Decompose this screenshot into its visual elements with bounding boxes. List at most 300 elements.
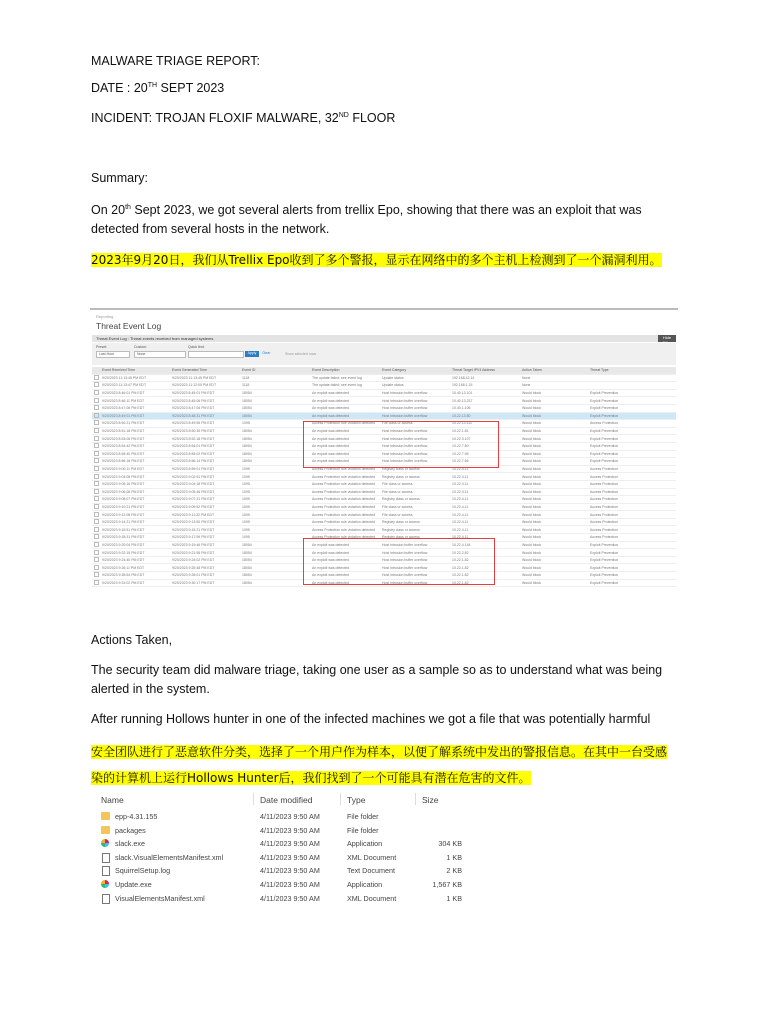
column-header[interactable]: Event Generated Time xyxy=(170,367,240,374)
table-cell: Exploit Prevention xyxy=(588,564,676,572)
table-cell: 18054 xyxy=(240,442,310,450)
table-cell: 10.22.1.82 xyxy=(450,564,520,572)
file-type: Application xyxy=(347,880,383,889)
quick-find-input[interactable] xyxy=(188,351,244,358)
report-title: MALWARE TRIAGE REPORT: xyxy=(91,54,261,68)
table-cell: 9/20/2023 8:52:18 PM EDT xyxy=(170,435,240,443)
table-cell: 10.40.13.101 xyxy=(450,389,520,397)
file-row[interactable] xyxy=(97,864,477,877)
row-checkbox[interactable] xyxy=(94,550,99,555)
apply-button[interactable]: Apply xyxy=(245,351,259,357)
row-checkbox[interactable] xyxy=(94,542,99,547)
table-cell: Access Protection rule violation detected xyxy=(310,534,380,542)
table-row[interactable] xyxy=(92,397,676,405)
column-header[interactable]: Event ID xyxy=(240,367,310,374)
table-cell: Would block xyxy=(520,579,588,587)
table-cell: 9/20/2023 8:53:06 PM EDT xyxy=(100,435,170,443)
table-cell: 1118 xyxy=(240,382,310,390)
table-cell: 9/20/2023 8:49:01 PM EDT xyxy=(100,412,170,420)
table-cell: Would block xyxy=(520,518,588,526)
row-checkbox[interactable] xyxy=(94,504,99,509)
table-cell: Host intrusion buffer overflow xyxy=(380,458,450,466)
table-cell: Would block xyxy=(520,572,588,580)
table-cell: 18054 xyxy=(240,427,310,435)
table-cell: 10.22.4.11 xyxy=(450,511,520,519)
table-cell: 18054 xyxy=(240,397,310,405)
table-cell: File class or access xyxy=(380,480,450,488)
table-row[interactable] xyxy=(92,511,676,519)
table-cell: 9/20/2023 8:50:30 PM EDT xyxy=(170,427,240,435)
table-cell: Access Protection xyxy=(588,511,676,519)
table-cell: 9/20/2023 9:05:46 PM EDT xyxy=(170,488,240,496)
table-cell: Exploit Prevention xyxy=(588,435,676,443)
table-cell: 9/20/2023 9:09:52 PM EDT xyxy=(170,503,240,511)
table-row[interactable] xyxy=(92,526,676,534)
table-cell: 1095 xyxy=(240,465,310,473)
table-cell: The update failed; see event log xyxy=(310,382,380,390)
row-checkbox[interactable] xyxy=(94,534,99,539)
row-checkbox[interactable] xyxy=(94,436,99,441)
column-name[interactable]: Name xyxy=(101,795,124,805)
table-cell: Access Protection xyxy=(588,526,676,534)
row-checkbox[interactable] xyxy=(94,405,99,410)
file-type: Text Document xyxy=(347,866,395,876)
report-date: DATE : 20TH SEPT 2023 xyxy=(91,81,225,95)
row-checkbox[interactable] xyxy=(94,572,99,577)
table-cell: Would block xyxy=(520,503,588,511)
table-cell xyxy=(588,382,676,390)
table-cell: An exploit was detected xyxy=(310,442,380,450)
table-cell: 9/20/2023 9:21:55 PM EDT xyxy=(170,549,240,557)
table-cell: 9/20/2023 9:22:15 PM EDT xyxy=(100,549,170,557)
table-cell: 9/20/2023 9:20:04 PM EDT xyxy=(100,541,170,549)
table-cell: 9/20/2023 9:08:07 PM EDT xyxy=(100,496,170,504)
table-cell: Would block xyxy=(520,389,588,397)
table-row[interactable] xyxy=(92,404,676,412)
table-cell: 10.22.4.11 xyxy=(450,503,520,511)
table-cell: Update status xyxy=(380,382,450,390)
table-cell: Access Protection rule violation detected xyxy=(310,518,380,526)
table-cell: An exploit was detected xyxy=(310,579,380,587)
table-cell: 1095 xyxy=(240,420,310,428)
breadcrumb: Reporting xyxy=(96,314,114,319)
table-cell: 9/20/2023 9:07:31 PM EDT xyxy=(170,496,240,504)
file-type: File folder xyxy=(347,812,379,821)
table-cell: Would block xyxy=(520,412,588,420)
table-cell: Host intrusion buffer overflow xyxy=(380,435,450,443)
table-row[interactable] xyxy=(92,389,676,397)
document-icon xyxy=(102,894,110,904)
quick-find-label: Quick find: xyxy=(188,345,205,349)
file-type: Application xyxy=(347,839,383,849)
table-cell: 9/20/2023 8:56:14 PM EDT xyxy=(170,458,240,466)
table-cell: 9/20/2023 11:13:45 PM EDT xyxy=(100,374,170,382)
table-cell: 9/20/2023 9:31:02 PM EDT xyxy=(100,579,170,587)
table-cell: 9/20/2023 9:18:31 PM EDT xyxy=(100,534,170,542)
table-cell: Access Protection xyxy=(588,420,676,428)
table-cell: Access Protection xyxy=(588,465,676,473)
file-size: 2 KB xyxy=(446,866,462,876)
table-cell: Exploit Prevention xyxy=(588,450,676,458)
table-cell: 18054 xyxy=(240,412,310,420)
table-cell: Registry class or access xyxy=(380,518,450,526)
row-checkbox[interactable] xyxy=(94,466,99,471)
table-cell: 9/20/2023 8:45:06 PM EDT xyxy=(170,397,240,405)
table-cell: 10.22.4.11 xyxy=(450,526,520,534)
table-cell: 9/20/2023 8:54:42 PM EDT xyxy=(100,442,170,450)
table-cell: Exploit Prevention xyxy=(588,404,676,412)
highlight-box-2 xyxy=(303,538,495,585)
row-checkbox[interactable] xyxy=(94,512,99,517)
table-cell: File class or access xyxy=(380,503,450,511)
table-cell: Access Protection xyxy=(588,518,676,526)
table-cell: Exploit Prevention xyxy=(588,549,676,557)
table-cell: Access Protection rule violation detected xyxy=(310,503,380,511)
threat-event-log-screenshot xyxy=(90,308,678,590)
table-cell: 9/20/2023 9:15:51 PM EDT xyxy=(100,526,170,534)
row-checkbox[interactable] xyxy=(94,580,99,585)
table-row[interactable] xyxy=(92,480,676,488)
table-cell: 18054 xyxy=(240,450,310,458)
file-row[interactable] xyxy=(97,892,477,905)
show-selected-rows[interactable]: Show selected rows xyxy=(285,352,317,356)
row-checkbox[interactable] xyxy=(94,496,99,501)
table-cell: 10.22.7.66 xyxy=(450,458,520,466)
table-cell: 10.22.1.82 xyxy=(450,556,520,564)
table-cell: 9/20/2023 8:45:01 PM EDT xyxy=(170,389,240,397)
table-cell: An exploit was detected xyxy=(310,389,380,397)
table-cell: Registry class or access xyxy=(380,534,450,542)
table-cell: Would block xyxy=(520,496,588,504)
row-checkbox[interactable] xyxy=(94,420,99,425)
table-cell: Would block xyxy=(520,480,588,488)
file-date: 4/11/2023 9:50 AM xyxy=(260,893,320,903)
table-cell: Host intrusion buffer overflow xyxy=(380,389,450,397)
row-checkbox[interactable] xyxy=(94,557,99,562)
table-cell: An exploit was detected xyxy=(310,556,380,564)
table-row[interactable] xyxy=(92,382,676,390)
table-cell: 10.22.4.11 xyxy=(450,488,520,496)
table-cell: 9/20/2023 8:51:18 PM EDT xyxy=(100,427,170,435)
table-cell: Access Protection rule violation detected xyxy=(310,488,380,496)
file-row[interactable] xyxy=(97,837,477,850)
file-size: 1,567 KB xyxy=(432,880,462,889)
file-name: slack.VisualElementsManifest.xml xyxy=(115,852,224,862)
folder-icon xyxy=(101,826,110,834)
actions-heading: Actions Taken, xyxy=(91,633,173,647)
table-cell: 9/20/2023 9:26:11 PM EDT xyxy=(100,564,170,572)
table-cell: 18054 xyxy=(240,579,310,587)
file-row[interactable] xyxy=(97,810,477,823)
table-cell: 18054 xyxy=(240,564,310,572)
table-cell: Access Protection rule violation detected xyxy=(310,496,380,504)
summary-heading: Summary: xyxy=(91,171,148,185)
file-name: Update.exe xyxy=(115,880,152,889)
table-cell: Would block xyxy=(520,556,588,564)
table-cell: 9/20/2023 9:17:59 PM EDT xyxy=(170,534,240,542)
file-row[interactable] xyxy=(97,824,477,837)
table-cell: 9/20/2023 8:55:02 PM EDT xyxy=(170,450,240,458)
table-row[interactable] xyxy=(92,503,676,511)
table-cell: 9/20/2023 9:28:01 PM EDT xyxy=(170,572,240,580)
row-checkbox[interactable] xyxy=(94,390,99,395)
table-cell: File class or access xyxy=(380,488,450,496)
table-cell: 9/20/2023 9:04:18 PM EDT xyxy=(170,480,240,488)
table-cell: Registry class or access xyxy=(380,496,450,504)
table-cell: None xyxy=(520,374,588,382)
table-cell: Would block xyxy=(520,511,588,519)
table-cell: 9/20/2023 11:12:05 PM EDT xyxy=(170,382,240,390)
row-checkbox[interactable] xyxy=(94,375,99,380)
table-cell: Exploit Prevention xyxy=(588,579,676,587)
table-cell: The update failed; see event log xyxy=(310,374,380,382)
file-name: VisualElementsManifest.xml xyxy=(115,893,205,903)
table-cell: 18054 xyxy=(240,549,310,557)
table-cell: 1095 xyxy=(240,480,310,488)
table-row[interactable] xyxy=(92,412,676,420)
table-cell: Registry class or access xyxy=(380,473,450,481)
table-row[interactable] xyxy=(92,374,676,382)
highlight-box-1 xyxy=(303,421,499,468)
table-cell: 9/20/2023 8:48:31 PM EDT xyxy=(170,412,240,420)
table-cell: 9/20/2023 8:55:40 PM EDT xyxy=(100,450,170,458)
table-cell: Access Protection xyxy=(588,496,676,504)
table-cell: Access Protection rule violation detected xyxy=(310,526,380,534)
table-cell: Host intrusion buffer overflow xyxy=(380,427,450,435)
table-cell: Access Protection xyxy=(588,534,676,542)
table-cell: 10.22.4.144 xyxy=(450,541,520,549)
table-cell: 9/20/2023 9:15:21 PM EDT xyxy=(170,526,240,534)
row-checkbox[interactable] xyxy=(94,413,99,418)
table-cell: 1118 xyxy=(240,374,310,382)
row-checkbox[interactable] xyxy=(94,527,99,532)
table-cell: Would block xyxy=(520,397,588,405)
custom-select[interactable]: None xyxy=(134,351,186,358)
table-row[interactable] xyxy=(92,518,676,526)
preset-label: Preset: xyxy=(96,345,108,349)
table-cell: Exploit Prevention xyxy=(588,389,676,397)
file-name: packages xyxy=(115,825,146,835)
table-cell: Access Protection xyxy=(588,503,676,511)
table-cell: Host intrusion buffer overflow xyxy=(380,572,450,580)
column-type[interactable]: Type xyxy=(347,795,366,805)
file-row[interactable] xyxy=(97,851,477,864)
table-cell: An exploit was detected xyxy=(310,549,380,557)
file-list-header xyxy=(97,793,465,807)
threat-log-title: Threat Event Log xyxy=(96,321,162,331)
table-row[interactable] xyxy=(92,488,676,496)
column-date-modified[interactable]: Date modified xyxy=(260,795,313,805)
table-cell: 9/20/2023 9:02:51 PM EDT xyxy=(170,473,240,481)
table-cell: 1095 xyxy=(240,526,310,534)
column-header[interactable]: Threat Type xyxy=(588,367,676,374)
table-cell: Exploit Prevention xyxy=(588,397,676,405)
summary-chinese-paragraph: 2023年9月20日，我们从Trellix Epo收到了多个警报，显示在网络中的多个主机上检测到了一个漏洞利用。 xyxy=(91,253,662,267)
table-cell: 9/20/2023 9:24:02 PM EDT xyxy=(170,556,240,564)
table-cell: Host intrusion buffer overflow xyxy=(380,412,450,420)
actions-paragraph-2: After running Hollows hunter in one of the infected machines we got a file that was potentially harmful xyxy=(91,712,651,726)
file-date: 4/11/2023 9:50 AM xyxy=(260,866,320,876)
file-row[interactable] xyxy=(97,878,477,891)
row-checkbox[interactable] xyxy=(94,443,99,448)
table-cell: 1095 xyxy=(240,518,310,526)
table-cell: Exploit Prevention xyxy=(588,458,676,466)
column-header[interactable]: Threat Target IPV4 Address xyxy=(450,367,520,374)
table-cell: 9/20/2023 8:47:06 PM EDT xyxy=(100,404,170,412)
table-cell: Access Protection rule violation detected xyxy=(310,511,380,519)
table-cell: Would block xyxy=(520,564,588,572)
preset-select[interactable]: Last Hour xyxy=(96,351,130,358)
table-cell: 1095 xyxy=(240,473,310,481)
table-cell: 18054 xyxy=(240,541,310,549)
row-checkbox[interactable] xyxy=(94,519,99,524)
table-cell: 10.22.4.11 xyxy=(450,534,520,542)
application-icon xyxy=(101,880,109,888)
row-checkbox[interactable] xyxy=(94,428,99,433)
row-checkbox[interactable] xyxy=(94,489,99,494)
table-cell: 10.22.7.80 xyxy=(450,442,520,450)
row-checkbox[interactable] xyxy=(94,398,99,403)
table-cell: 192.168.1.15 xyxy=(450,382,520,390)
file-size: 1 KB xyxy=(446,893,462,903)
file-type: XML Document xyxy=(347,893,397,903)
table-cell xyxy=(588,374,676,382)
actions-chinese-paragraph: 安全团队进行了恶意软件分类，选择了一个用户作为样本，以便了解系统中发出的警报信息。在其中一台受感染的计算机上运行Hollows Hunter后，我们找到了一个可能具有潜在危害的文件。 xyxy=(91,745,668,785)
table-cell: Host intrusion buffer overflow xyxy=(380,541,450,549)
table-cell: Access Protection rule violation detected xyxy=(310,465,380,473)
table-cell: 9/20/2023 9:10:21 PM EDT xyxy=(100,503,170,511)
table-cell: 9/20/2023 11:13:45 PM EDT xyxy=(170,374,240,382)
table-cell: 10.22.4.11 xyxy=(450,496,520,504)
table-cell: 9/20/2023 11:13:47 PM EDT xyxy=(100,382,170,390)
table-cell: 1095 xyxy=(240,503,310,511)
table-cell: Would block xyxy=(520,450,588,458)
table-cell: 10.22.3.107 xyxy=(450,435,520,443)
table-cell: 18054 xyxy=(240,435,310,443)
table-cell: 18054 xyxy=(240,404,310,412)
column-header[interactable]: Event Description xyxy=(310,367,380,374)
table-cell: 9/20/2023 9:00:11 PM EDT xyxy=(100,465,170,473)
table-cell: 9/20/2023 9:24:40 PM EDT xyxy=(100,556,170,564)
table-cell: 9/20/2023 8:59:01 PM EDT xyxy=(170,465,240,473)
table-cell: 9/20/2023 9:14:21 PM EDT xyxy=(100,518,170,526)
row-checkbox[interactable] xyxy=(94,382,99,387)
table-cell: 18054 xyxy=(240,458,310,466)
table-cell: 18054 xyxy=(240,556,310,564)
column-size[interactable]: Size xyxy=(422,795,439,805)
file-name: slack.exe xyxy=(115,839,145,849)
column-header[interactable]: Event Category xyxy=(380,367,450,374)
table-cell: 9/20/2023 9:13:50 PM EDT xyxy=(170,518,240,526)
table-cell: 9/20/2023 9:30:17 PM EDT xyxy=(170,579,240,587)
table-cell: Host intrusion buffer overflow xyxy=(380,564,450,572)
table-cell: Would block xyxy=(520,465,588,473)
file-date: 4/11/2023 9:50 AM xyxy=(260,812,320,821)
row-checkbox[interactable] xyxy=(94,474,99,479)
table-cell: 10.22.1.82 xyxy=(450,579,520,587)
column-header[interactable]: Event Received Time xyxy=(100,367,170,374)
table-cell: 10.40.1.106 xyxy=(450,404,520,412)
table-cell: Host intrusion buffer overflow xyxy=(380,556,450,564)
table-cell: Host intrusion buffer overflow xyxy=(380,397,450,405)
threat-log-filters xyxy=(92,343,676,365)
table-cell: Exploit Prevention xyxy=(588,412,676,420)
table-cell: Would block xyxy=(520,541,588,549)
table-cell: 10.22.13.111 xyxy=(450,420,520,428)
row-checkbox[interactable] xyxy=(94,481,99,486)
table-cell: 10.22.7.95 xyxy=(450,450,520,458)
table-cell: Would block xyxy=(520,420,588,428)
row-checkbox[interactable] xyxy=(94,565,99,570)
table-row[interactable] xyxy=(92,473,676,481)
table-cell: Access Protection rule violation detected xyxy=(310,420,380,428)
table-cell: Access Protection xyxy=(588,488,676,496)
table-cell: 1095 xyxy=(240,534,310,542)
table-cell: Would block xyxy=(520,404,588,412)
table-cell: Host intrusion buffer overflow xyxy=(380,450,450,458)
table-cell: 9/20/2023 8:50:21 PM EDT xyxy=(100,420,170,428)
table-cell: 9/20/2023 8:56:18 PM EDT xyxy=(100,458,170,466)
table-cell: Would block xyxy=(520,473,588,481)
file-size: 1 KB xyxy=(446,852,462,862)
table-cell: Would block xyxy=(520,488,588,496)
row-checkbox[interactable] xyxy=(94,451,99,456)
table-cell: 1095 xyxy=(240,488,310,496)
table-cell: 9/20/2023 9:19:46 PM EDT xyxy=(170,541,240,549)
custom-label: Custom: xyxy=(134,345,148,349)
table-cell: An exploit was detected xyxy=(310,450,380,458)
table-cell: 10.22.1.82 xyxy=(450,572,520,580)
table-cell: Registry class or access xyxy=(380,526,450,534)
table-cell: 1095 xyxy=(240,496,310,504)
table-cell: 9/20/2023 9:05:16 PM EDT xyxy=(100,480,170,488)
clear-link[interactable]: Clear xyxy=(262,351,271,355)
table-cell: 9/20/2023 9:06:08 PM EDT xyxy=(100,488,170,496)
table-cell: Host intrusion buffer overflow xyxy=(380,579,450,587)
table-cell: An exploit was detected xyxy=(310,572,380,580)
column-header[interactable]: Action Taken xyxy=(520,367,588,374)
table-cell: Would block xyxy=(520,458,588,466)
table-cell: An exploit was detected xyxy=(310,564,380,572)
table-cell: Would block xyxy=(520,427,588,435)
report-incident: INCIDENT: TROJAN FLOXIF MALWARE, 32ND FLOOR xyxy=(91,111,396,125)
table-cell: An exploit was detected xyxy=(310,397,380,405)
hide-filter-button[interactable]: Hide xyxy=(658,335,676,342)
table-cell: File class or access xyxy=(380,420,450,428)
table-cell: 9/20/2023 8:47:06 PM EDT xyxy=(170,404,240,412)
application-icon xyxy=(101,839,109,847)
file-type: File folder xyxy=(347,825,379,835)
threat-log-bar xyxy=(92,335,676,342)
table-cell: Access Protection rule violation detected xyxy=(310,480,380,488)
table-cell: 10.22.2.82 xyxy=(450,549,520,557)
table-cell: 9/20/2023 9:28:54 PM EDT xyxy=(100,572,170,580)
table-cell: Would block xyxy=(520,549,588,557)
table-cell: Host intrusion buffer overflow xyxy=(380,404,450,412)
table-cell: Access Protection xyxy=(588,480,676,488)
file-type: XML Document xyxy=(347,852,397,862)
table-cell: Access Protection xyxy=(588,473,676,481)
actions-paragraph-1: The security team did malware triage, taking one user as a sample so as to understand what was being alerted in the system. xyxy=(91,663,663,696)
table-cell: 9/20/2023 9:25:48 PM EDT xyxy=(170,564,240,572)
file-size: 304 KB xyxy=(438,839,462,849)
table-cell: Exploit Prevention xyxy=(588,541,676,549)
row-checkbox[interactable] xyxy=(94,458,99,463)
table-cell: 10.22.4.11 xyxy=(450,518,520,526)
table-row[interactable] xyxy=(92,496,676,504)
table-cell: An exploit was detected xyxy=(310,458,380,466)
table-cell: File class or access xyxy=(380,511,450,519)
